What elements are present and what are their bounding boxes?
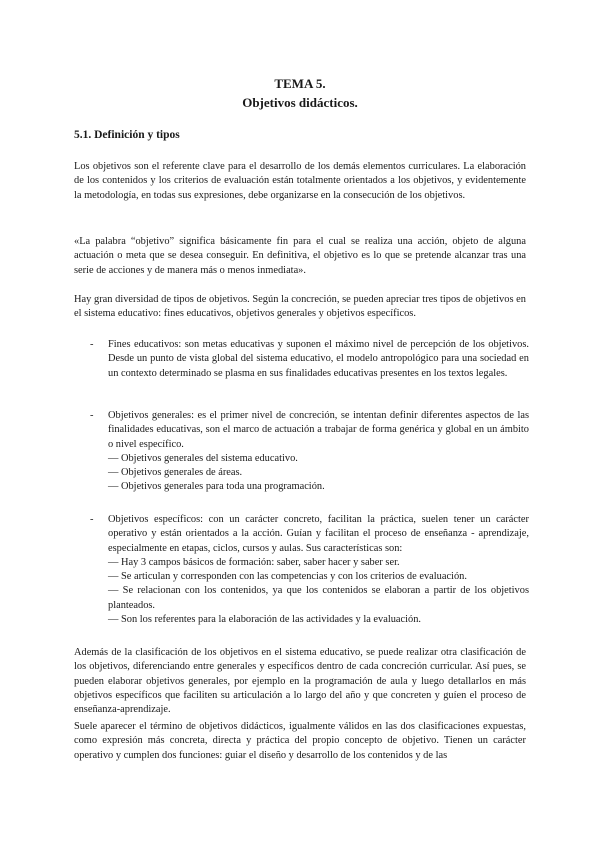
bullet-marker: - [90,514,94,525]
sub-item: — Objetivos generales de áreas. [108,467,243,479]
sub-item: — Hay 3 campos básicos de formación: saber, saber hacer y saber ser. [108,556,400,568]
bullet-text: Fines educativos: son metas educativas y suponen el máximo nivel de percepción de los objetivos. Desde un punto de vista global del sistema educativo, el modelo antropológico para una sociedad en un contexto determinado se plasma en sus finalidades educativas presentes en los textos legales. [108,339,529,379]
paragraph-types: Hay gran diversidad de tipos de objetivos. Según la concreción, se pueden apreciar tres tipos de objetivos en el sistema educativo: fines educativos, objetivos generales y objetivos específicos. [74,294,526,320]
page-title [74,74,526,112]
sub-item: — Objetivos generales del sistema educativo. [108,452,298,464]
bullet-marker: - [90,410,94,421]
bullet-marker: - [90,339,94,350]
paragraph-classification: Además de la clasificación de los objetivos en el sistema educativo, se puede realizar otra clasificación de los objetivos, diferenciando entre generales y específicos dentro de cada concreción curricular. Así pues, se pueden elaborar objetivos generales, por ejemplo en la programación de aula y luego detallarlos en más objetivos específicos que faciliten su articulación a lo largo del año y que concreten y guíen el proceso de enseñanza-aprendizaje. [74,647,526,716]
title-line-2: Objetivos didácticos. [242,95,358,110]
sub-item: — Se articulan y corresponden con las competencias y con los criterios de evaluación. [108,571,467,583]
section-heading: 5.1. Definición y tipos [74,129,180,141]
sub-item: — Objetivos generales para toda una programación. [108,481,325,493]
sub-item: — Son los referentes para la elaboración de las actividades y la evaluación. [108,614,422,626]
bullet-text: Objetivos específicos: con un carácter concreto, facilitan la práctica, suelen tener un carácter operativo y están orientados a la acción. Guían y facilitan el proceso de enseñanza - aprendizaje, especialmente en etapas, ciclos, cursos y aulas. Sus características son: [108,514,529,554]
paragraph-quote: «La palabra “objetivo” significa básicamente fin para el cual se realiza una acción, objeto de alguna actuación o meta que se desea conseguir. En definitiva, el objetivo es lo que se pretende alcanzar tras una serie de acciones y de manera más o menos inmediata». [74,236,526,276]
title-line-1: TEMA 5. [274,76,326,91]
bullet-text: Objetivos generales: es el primer nivel de concreción, se intentan definir diferentes aspectos de las finalidades educativas, son el marco de actuación a trabajar de forma genérica y global en un ámbito o nivel específico. [108,410,529,450]
paragraph-didactic: Suele aparecer el término de objetivos didácticos, igualmente válidos en las dos clasificaciones expuestas, como expresión más concreta, directa y práctica del propio concepto de objetivo. Tienen un carácter operativo y cumplen dos funciones: guiar el diseño y desarrollo de los contenidos y de las [74,721,526,761]
sub-item: — Se relacionan con los contenidos, ya que los contenidos se elaboran a partir de los objetivos planteados. [108,585,529,611]
paragraph-intro: Los objetivos son el referente clave para el desarrollo de los demás elementos curriculares. La elaboración de los contenidos y los criterios de evaluación están totalmente orientados a los objetivos, y evidentemente la metodología, en todas sus expresiones, debe organizarse en la consecución de los objetivos. [74,161,526,201]
